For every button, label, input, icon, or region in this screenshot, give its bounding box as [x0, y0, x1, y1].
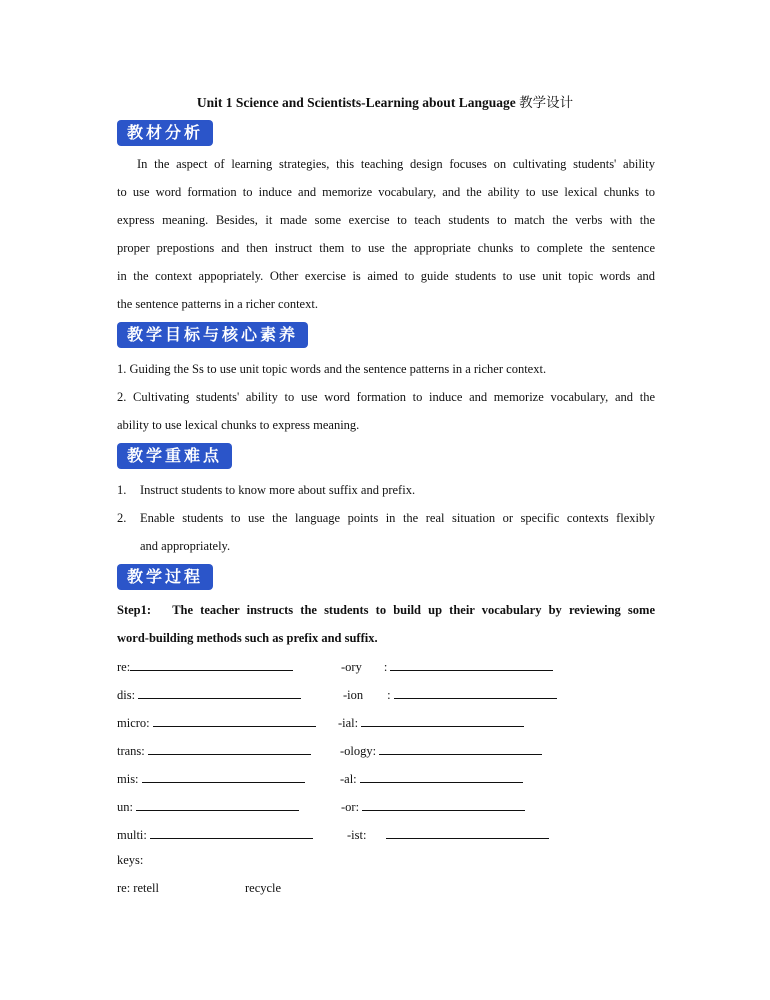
- suffix-row: [347, 827, 549, 843]
- section-badge-keypoints: 教学重难点: [117, 443, 232, 469]
- prefix-label: re:: [117, 660, 131, 674]
- suffix-label: -ist:: [347, 828, 367, 842]
- prefix-label: dis:: [117, 688, 136, 702]
- answer-blank[interactable]: [150, 827, 313, 839]
- prefix-label: trans:: [117, 744, 145, 758]
- suffix-label: -ion: [343, 688, 364, 702]
- step1-heading-continued: word-building methods such as prefix and suffix.: [117, 631, 378, 645]
- analysis-line: proper prepostions and then instruct them to use the appropriate chunks to complete the sentence: [117, 241, 655, 255]
- document-title: [0, 91, 770, 111]
- analysis-line: in the context appopriately. Other exercise is aimed to guide students to use unit topic words and: [117, 269, 655, 283]
- answer-blank[interactable]: [394, 687, 557, 699]
- answer-blank[interactable]: [130, 659, 293, 671]
- keypoint-number: 2.: [117, 511, 127, 525]
- prefix-row: [117, 799, 299, 815]
- suffix-label: -ology:: [340, 744, 377, 758]
- analysis-line: to use word formation to induce and memorize vocabulary, and the ability to use lexical chunks to: [117, 185, 655, 199]
- goal-item-continued: ability to use lexical chunks to express meaning.: [117, 418, 360, 432]
- keypoint-text: Instruct students to know more about suffix and prefix.: [140, 483, 416, 497]
- prefix-label: multi:: [117, 828, 147, 842]
- analysis-line: In the aspect of learning strategies, this teaching design focuses on cultivating students' ability: [137, 157, 655, 171]
- goal-item: 2. Cultivating students' ability to use word formation to induce and memorize vocabulary, and the: [117, 390, 655, 404]
- suffix-row: [341, 799, 525, 815]
- answer-blank[interactable]: [386, 827, 549, 839]
- prefix-row: [117, 827, 313, 843]
- prefix-label: mis:: [117, 772, 139, 786]
- keys-label: keys:: [117, 853, 144, 867]
- section-badge-analysis: 教材分析: [117, 120, 213, 146]
- answer-blank[interactable]: [138, 687, 301, 699]
- analysis-line: the sentence patterns in a richer context.: [117, 297, 318, 311]
- answer-blank[interactable]: [362, 799, 525, 811]
- analysis-line: express meaning. Besides, it made some exercise to teach students to match the verbs with the: [117, 213, 655, 227]
- suffix-label: -ial:: [338, 716, 359, 730]
- suffix-label: -ory: [341, 660, 362, 674]
- prefix-row: [117, 771, 305, 787]
- answer-blank[interactable]: [390, 659, 553, 671]
- keys-row-word: recycle: [245, 881, 282, 895]
- title-english: Unit 1 Science and Scientists-Learning about Language: [196, 95, 516, 110]
- step1-heading: Step1: The teacher instructs the students to build up their vocabulary by reviewing some: [117, 603, 655, 617]
- suffix-label: -al:: [340, 772, 357, 786]
- answer-blank[interactable]: [360, 771, 523, 783]
- answer-blank[interactable]: [136, 799, 299, 811]
- answer-blank[interactable]: [379, 743, 542, 755]
- keypoint-number: 1.: [117, 483, 127, 497]
- suffix-label: -or:: [341, 800, 360, 814]
- keypoint-text: Enable students to use the language points in the real situation or specific contexts flexibly: [140, 511, 655, 525]
- suffix-row: [340, 771, 523, 787]
- answer-blank[interactable]: [153, 715, 316, 727]
- suffix-row: [340, 743, 542, 759]
- title-chinese: 教学设计: [519, 95, 574, 110]
- answer-blank[interactable]: [361, 715, 524, 727]
- prefix-row: [117, 743, 311, 759]
- keypoint-text-continued: and appropriately.: [140, 539, 231, 553]
- prefix-row: [117, 715, 316, 731]
- suffix-row: [338, 715, 524, 731]
- section-badge-goals: 教学目标与核心素养: [117, 322, 308, 348]
- section-badge-process: 教学过程: [117, 564, 213, 590]
- prefix-label: micro:: [117, 716, 150, 730]
- keys-row-prefix: re: retell: [117, 881, 159, 895]
- suffix-row: -ory :: [341, 659, 553, 675]
- goal-item: 1. Guiding the Ss to use unit topic words and the sentence patterns in a richer context.: [117, 362, 547, 376]
- prefix-label: un:: [117, 800, 133, 814]
- prefix-row: [117, 659, 293, 675]
- prefix-row: [117, 687, 301, 703]
- answer-blank[interactable]: [142, 771, 305, 783]
- answer-blank[interactable]: [148, 743, 311, 755]
- suffix-row: -ion :: [343, 687, 557, 703]
